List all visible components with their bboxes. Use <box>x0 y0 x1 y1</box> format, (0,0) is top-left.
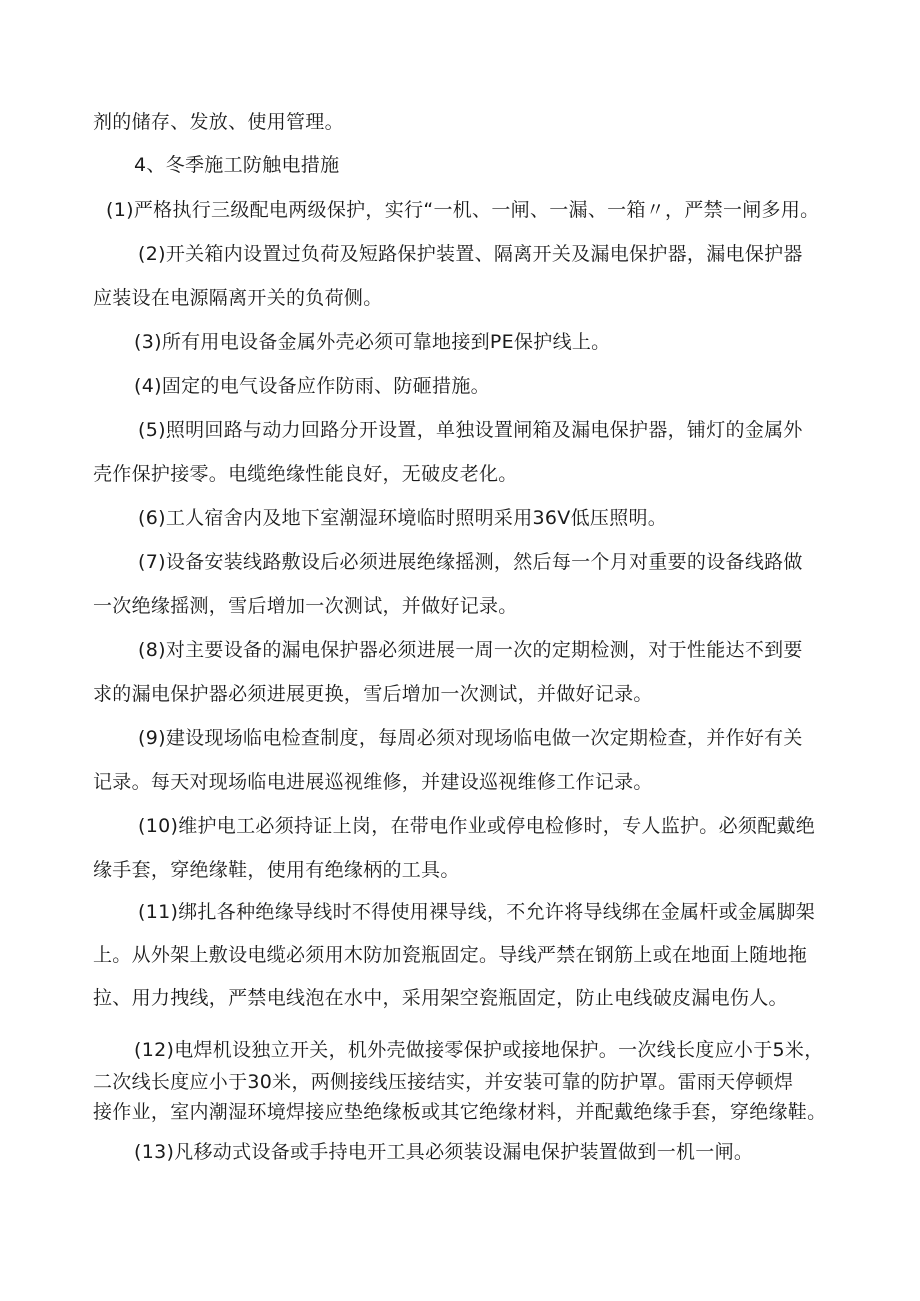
text-line: 求的漏电保护器必须进展更换，雪后增加一次测试，并做好记录。 <box>93 683 653 705</box>
text-line: (6)工人宿舍内及地下室潮湿环境临时照明采用36V低压照明。 <box>138 507 668 529</box>
text-line: (12)电焊机设独立开关，机外壳做接零保护或接地保护。一次线长度应小于5米， <box>134 1039 824 1061</box>
text-line: 记录。每天对现场临电进展巡视维修，并建设巡视维修工作记录。 <box>93 771 653 793</box>
text-line: 上。从外架上敷设电缆必须用木防加瓷瓶固定。导线严禁在钢筋上或在地面上随地拖 <box>93 944 808 966</box>
text-line: 一次绝缘摇测，雪后增加一次测试，并做好记录。 <box>93 595 518 617</box>
text-line: 剂的储存、发放、使用管理。 <box>93 111 344 133</box>
text-line: (8)对主要设备的漏电保护器必须进展一周一次的定期检测，对于性能达不到要 <box>138 639 803 661</box>
text-line: 壳作保护接零。电缆绝缘性能良好，无破皮老化。 <box>93 463 518 485</box>
text-line: (11)绑扎各种绝缘导线时不得使用裸导线，不允许将导线绑在金属杆或金属脚架 <box>138 901 816 923</box>
text-line: (13)凡移动式设备或手持电开工具必须装设漏电保护装置做到一机一闸。 <box>134 1141 754 1163</box>
text-line: (1)严格执行三级配电两级保护，实行“一机、一闸、一漏、一箱〃，严禁一闸多用。 <box>106 199 820 221</box>
text-line: (9)建设现场临电检查制度，每周必须对现场临电做一次定期检查，并作好有关 <box>138 727 803 749</box>
text-line: (2)开关箱内设置过负荷及短路保护装置、隔离开关及漏电保护器，漏电保护器 <box>138 243 803 265</box>
text-line: (10)维护电工必须持证上岗，在带电作业或停电检修时，专人监护。必须配戴绝 <box>138 815 816 837</box>
text-line: (3)所有用电设备金属外壳必须可靠地接到PE保护线上。 <box>134 331 611 353</box>
text-line: (4)固定的电气设备应作防雨、防砸措施。 <box>134 375 490 397</box>
text-line: 缘手套，穿绝缘鞋，使用有绝缘柄的工具。 <box>93 859 460 881</box>
text-line: (5)照明回路与动力回路分开设置，单独设置闸箱及漏电保护器，铺灯的金属外 <box>138 419 803 441</box>
section-heading: 4、冬季施工防触电措施 <box>134 154 340 176</box>
text-line: 接作业，室内潮湿环境焊接应垫绝缘板或其它绝缘材料，并配戴绝缘手套，穿绝缘鞋。 <box>93 1101 827 1123</box>
text-line: (7)设备安装线路敷设后必须进展绝缘摇测，然后每一个月对重要的设备线路做 <box>138 551 803 573</box>
text-line: 二次线长度应小于30米，两侧接线压接结实，并安装可靠的防护罩。雷雨天停顿焊 <box>93 1071 794 1093</box>
text-line: 拉、用力拽线，严禁电线泡在水中，采用架空瓷瓶固定，防止电线破皮漏电伤人。 <box>93 987 788 1009</box>
text-line: 应装设在电源隔离开关的负荷侧。 <box>93 287 383 309</box>
